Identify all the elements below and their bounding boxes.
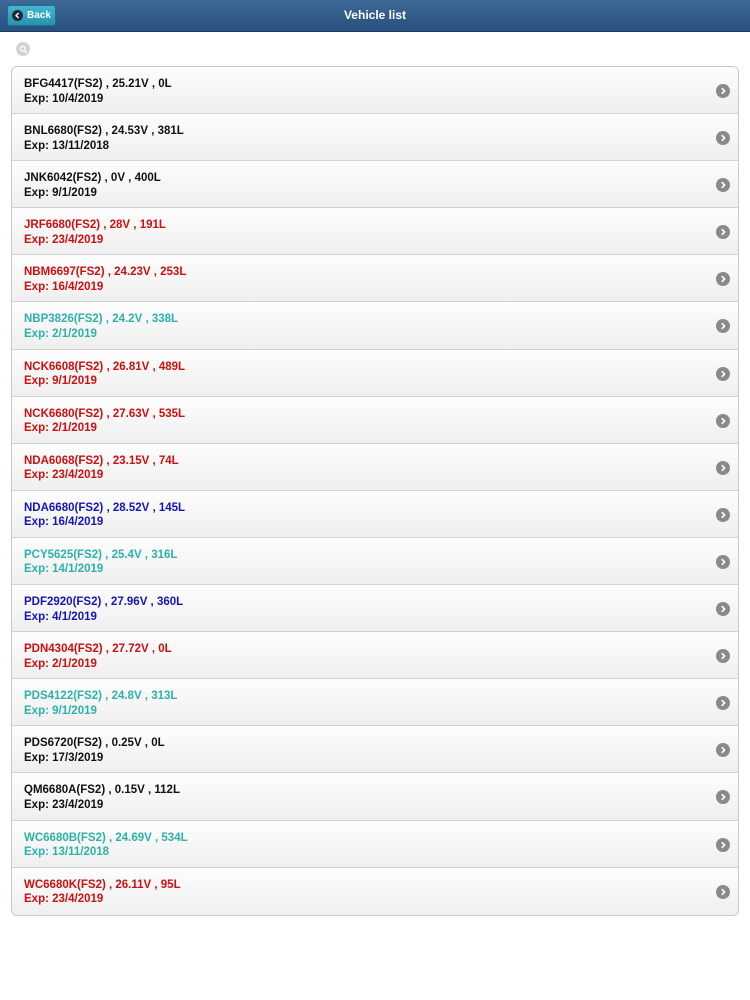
- vehicle-title: NCK6680(FS2) , 27.63V , 535L: [24, 407, 186, 420]
- vehicle-expiry: Exp: 13/11/2018: [24, 846, 110, 858]
- vehicle-row-text: [24, 265, 186, 294]
- vehicle-row-text: [24, 548, 177, 577]
- vehicle-expiry: Exp: 23/4/2019: [24, 798, 104, 811]
- vehicle-expiry: Exp: 23/4/2019: [24, 893, 104, 906]
- vehicle-expiry: Exp: 23/4/2019: [24, 469, 104, 482]
- chevron-right-icon: [716, 602, 730, 616]
- chevron-right-icon: [716, 272, 730, 286]
- vehicle-row[interactable]: [12, 491, 738, 538]
- page-title: Vehicle list: [343, 8, 407, 22]
- vehicle-row[interactable]: [12, 773, 738, 820]
- vehicle-row-text: [24, 360, 185, 389]
- vehicle-row[interactable]: [12, 302, 738, 349]
- vehicle-row[interactable]: [12, 632, 738, 679]
- vehicle-title: BNL6680(FS2) , 24.53V , 381L: [24, 125, 184, 138]
- vehicle-row-text: [24, 77, 172, 106]
- vehicle-row[interactable]: [12, 868, 738, 915]
- vehicle-row-text: [24, 171, 161, 200]
- vehicle-row[interactable]: [12, 161, 738, 208]
- vehicle-title: NDA6068(FS2) , 23.15V , 74L: [24, 454, 179, 467]
- vehicle-title: NDA6680(FS2) , 28.52V , 145L: [24, 501, 186, 514]
- vehicle-title: NBP3826(FS2) , 24.2V , 338L: [24, 313, 179, 326]
- vehicle-expiry: Exp: 9/1/2019: [24, 704, 97, 717]
- vehicle-title: NBM6697(FS2) , 24.23V , 253L: [24, 266, 187, 279]
- vehicle-title: PDF2920(FS2) , 27.96V , 360L: [24, 596, 184, 609]
- vehicle-list: [11, 66, 739, 916]
- vehicle-expiry: Exp: 14/1/2019: [24, 563, 104, 576]
- chevron-right-icon: [716, 319, 730, 333]
- vehicle-row-text: [24, 407, 185, 436]
- vehicle-row[interactable]: [12, 585, 738, 632]
- chevron-right-icon: [716, 555, 730, 569]
- vehicle-row-text: [24, 454, 179, 483]
- vehicle-title: NCK6608(FS2) , 26.81V , 489L: [24, 360, 186, 373]
- chevron-right-icon: [716, 461, 730, 475]
- vehicle-row[interactable]: [12, 726, 738, 773]
- vehicle-title: JRF6680(FS2) , 28V , 191L: [24, 219, 166, 232]
- vehicle-expiry: Exp: 4/1/2019: [24, 610, 97, 623]
- vehicle-row[interactable]: [12, 255, 738, 302]
- vehicle-row[interactable]: [12, 397, 738, 444]
- header-bar: [0, 0, 750, 32]
- chevron-right-icon: [716, 790, 730, 804]
- vehicle-title: PDN4304(FS2) , 27.72V , 0L: [24, 643, 172, 656]
- vehicle-row-text: [24, 312, 178, 341]
- vehicle-expiry: Exp: 16/4/2019: [24, 516, 104, 529]
- chevron-right-icon: [716, 743, 730, 757]
- vehicle-row-text: [24, 218, 166, 247]
- vehicle-row[interactable]: [12, 67, 738, 114]
- chevron-right-icon: [716, 885, 730, 899]
- vehicle-row[interactable]: [12, 821, 738, 868]
- vehicle-expiry: Exp: 2/1/2019: [24, 327, 97, 340]
- chevron-right-icon: [716, 508, 730, 522]
- chevron-right-icon: [716, 367, 730, 381]
- vehicle-row-text: [24, 124, 184, 153]
- vehicle-row-text: [24, 878, 181, 907]
- back-button-label: Back: [27, 10, 51, 21]
- vehicle-row-text: [24, 642, 172, 671]
- vehicle-expiry: Exp: 2/1/2019: [24, 657, 97, 670]
- chevron-right-icon: [716, 696, 730, 710]
- vehicle-row-text: [24, 736, 165, 765]
- vehicle-expiry: Exp: 9/1/2019: [24, 375, 97, 388]
- vehicle-expiry: Exp: 9/1/2019: [24, 186, 97, 199]
- vehicle-row-text: [24, 831, 188, 860]
- chevron-right-icon: [716, 178, 730, 192]
- vehicle-row[interactable]: [12, 114, 738, 161]
- vehicle-expiry: Exp: 23/4/2019: [24, 233, 104, 246]
- search-area: [16, 42, 30, 56]
- vehicle-expiry: Exp: 2/1/2019: [24, 422, 97, 435]
- vehicle-row[interactable]: [12, 538, 738, 585]
- vehicle-title: PDS4122(FS2) , 24.8V , 313L: [24, 690, 178, 703]
- vehicle-title: PCY5625(FS2) , 25.4V , 316L: [24, 548, 178, 561]
- vehicle-expiry: Exp: 13/11/2018: [24, 139, 110, 152]
- vehicle-row[interactable]: [12, 444, 738, 491]
- vehicle-row-text: [24, 501, 185, 530]
- vehicle-row-text: [24, 595, 183, 624]
- chevron-right-icon: [716, 649, 730, 663]
- chevron-right-icon: [716, 225, 730, 239]
- vehicle-expiry: Exp: 10/4/2019: [24, 92, 104, 105]
- chevron-right-icon: [716, 414, 730, 428]
- vehicle-title: PDS6720(FS2) , 0.25V , 0L: [24, 737, 165, 750]
- vehicle-title: JNK6042(FS2) , 0V , 400L: [24, 172, 161, 185]
- vehicle-row[interactable]: [12, 208, 738, 255]
- search-icon[interactable]: [16, 42, 30, 56]
- vehicle-row-text: [24, 783, 180, 812]
- vehicle-expiry: Exp: 17/3/2019: [24, 751, 104, 764]
- vehicle-title: BFG4417(FS2) , 25.21V , 0L: [24, 78, 172, 90]
- chevron-right-icon: [716, 838, 730, 852]
- vehicle-row-text: [24, 689, 177, 718]
- vehicle-title: WC6680K(FS2) , 26.11V , 95L: [24, 878, 181, 891]
- chevron-right-icon: [716, 131, 730, 145]
- vehicle-title: QM6680A(FS2) , 0.15V , 112L: [24, 784, 180, 797]
- vehicle-title: WC6680B(FS2) , 24.69V , 534L: [24, 831, 188, 844]
- vehicle-row[interactable]: [12, 679, 738, 726]
- vehicle-row[interactable]: [12, 350, 738, 397]
- chevron-right-icon: [716, 84, 730, 98]
- vehicle-expiry: Exp: 16/4/2019: [24, 280, 104, 293]
